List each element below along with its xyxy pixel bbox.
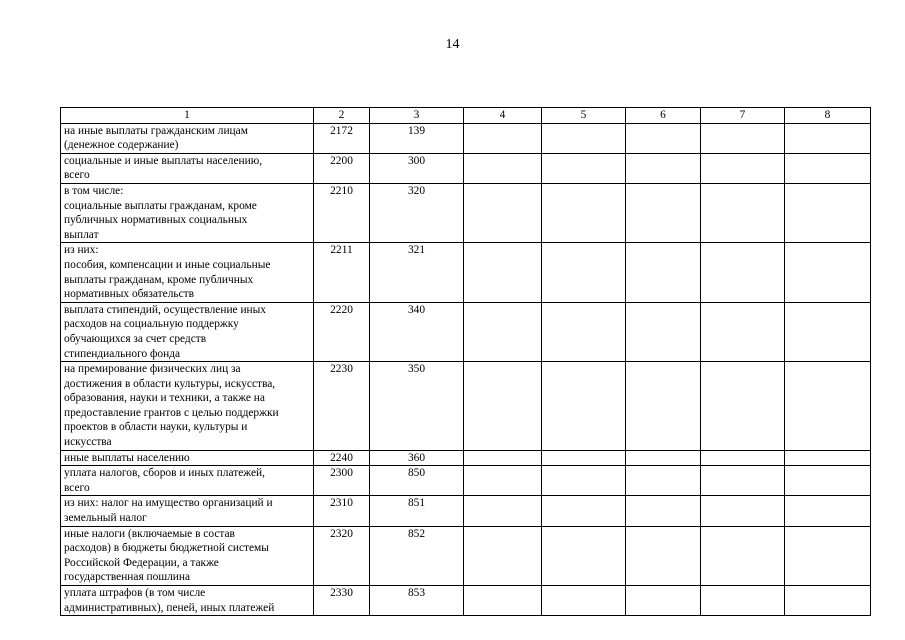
row-value-cell-5	[542, 362, 626, 451]
row-value-cell-6	[626, 450, 701, 466]
table-row	[61, 466, 871, 496]
row-value-cell-8	[785, 302, 871, 361]
row-value-cell-7	[701, 466, 785, 496]
row-kbk-cell: 851	[370, 496, 464, 526]
row-value-cell-7	[701, 123, 785, 153]
row-value-cell-7	[701, 183, 785, 242]
column-header-7: 7	[701, 108, 785, 124]
row-name-cell: иные выплаты населению	[61, 450, 314, 466]
table-row	[61, 526, 871, 585]
row-kbk-cell: 320	[370, 183, 464, 242]
table-row	[61, 302, 871, 361]
report-table	[60, 107, 871, 616]
row-kbk-cell: 350	[370, 362, 464, 451]
row-value-cell-8	[785, 362, 871, 451]
row-value-cell-7	[701, 526, 785, 585]
row-value-cell-4	[464, 466, 542, 496]
row-value-cell-6	[626, 183, 701, 242]
row-value-cell-4	[464, 362, 542, 451]
row-value-cell-5	[542, 153, 626, 183]
row-name-cell: выплата стипендий, осуществление иных расходов на социальную поддержку обучающихся за счет средств стипендиального фонда	[61, 302, 314, 361]
row-value-cell-6	[626, 586, 701, 616]
column-header-1: 1	[61, 108, 314, 124]
row-name-cell: социальные и иные выплаты населению, всего	[61, 153, 314, 183]
row-kbk-cell: 139	[370, 123, 464, 153]
row-value-cell-8	[785, 450, 871, 466]
row-value-cell-6	[626, 123, 701, 153]
row-code-cell: 2320	[314, 526, 370, 585]
row-value-cell-5	[542, 123, 626, 153]
row-name-cell: на премирование физических лиц за достижения в области культуры, искусства, образования, науки и техники, а также на предоставление грантов с целью поддержки проектов в области науки, культуры и искусства	[61, 362, 314, 451]
row-code-cell: 2220	[314, 302, 370, 361]
row-name-cell: из них: пособия, компенсации и иные социальные выплаты гражданам, кроме публичных нормативных обязательств	[61, 243, 314, 302]
column-header-8: 8	[785, 108, 871, 124]
row-value-cell-7	[701, 243, 785, 302]
row-value-cell-6	[626, 243, 701, 302]
row-value-cell-4	[464, 243, 542, 302]
table-row	[61, 243, 871, 302]
table-row	[61, 183, 871, 242]
table-row	[61, 362, 871, 451]
row-kbk-cell: 852	[370, 526, 464, 585]
row-value-cell-5	[542, 586, 626, 616]
row-value-cell-6	[626, 302, 701, 361]
row-kbk-cell: 853	[370, 586, 464, 616]
column-header-2: 2	[314, 108, 370, 124]
row-value-cell-7	[701, 153, 785, 183]
row-value-cell-4	[464, 183, 542, 242]
row-value-cell-7	[701, 362, 785, 451]
table-row	[61, 450, 871, 466]
row-value-cell-4	[464, 450, 542, 466]
row-value-cell-4	[464, 302, 542, 361]
row-name-cell: уплата налогов, сборов и иных платежей, всего	[61, 466, 314, 496]
table-row	[61, 123, 871, 153]
row-value-cell-5	[542, 466, 626, 496]
row-value-cell-7	[701, 450, 785, 466]
row-value-cell-4	[464, 153, 542, 183]
row-value-cell-6	[626, 526, 701, 585]
row-value-cell-8	[785, 496, 871, 526]
row-value-cell-5	[542, 302, 626, 361]
row-kbk-cell: 850	[370, 466, 464, 496]
row-value-cell-8	[785, 466, 871, 496]
row-code-cell: 2200	[314, 153, 370, 183]
row-kbk-cell: 300	[370, 153, 464, 183]
row-value-cell-8	[785, 123, 871, 153]
row-value-cell-6	[626, 153, 701, 183]
row-value-cell-7	[701, 586, 785, 616]
row-value-cell-5	[542, 450, 626, 466]
row-name-cell: на иные выплаты гражданским лицам (денежное содержание)	[61, 123, 314, 153]
row-code-cell: 2172	[314, 123, 370, 153]
row-value-cell-4	[464, 123, 542, 153]
row-value-cell-7	[701, 496, 785, 526]
row-value-cell-6	[626, 496, 701, 526]
page-number: 14	[445, 37, 460, 52]
row-kbk-cell: 321	[370, 243, 464, 302]
row-kbk-cell: 340	[370, 302, 464, 361]
row-value-cell-8	[785, 153, 871, 183]
row-code-cell: 2330	[314, 586, 370, 616]
row-value-cell-4	[464, 496, 542, 526]
row-value-cell-5	[542, 526, 626, 585]
row-value-cell-6	[626, 466, 701, 496]
column-header-6: 6	[626, 108, 701, 124]
row-name-cell: в том числе: социальные выплаты гражданам, кроме публичных нормативных социальных выплат	[61, 183, 314, 242]
row-value-cell-8	[785, 243, 871, 302]
row-value-cell-5	[542, 496, 626, 526]
row-code-cell: 2300	[314, 466, 370, 496]
row-value-cell-4	[464, 586, 542, 616]
row-value-cell-4	[464, 526, 542, 585]
row-code-cell: 2211	[314, 243, 370, 302]
row-name-cell: уплата штрафов (в том числе административных), пеней, иных платежей	[61, 586, 314, 616]
row-code-cell: 2210	[314, 183, 370, 242]
row-value-cell-7	[701, 302, 785, 361]
row-value-cell-5	[542, 183, 626, 242]
row-name-cell: из них: налог на имущество организаций и земельный налог	[61, 496, 314, 526]
row-value-cell-8	[785, 526, 871, 585]
row-kbk-cell: 360	[370, 450, 464, 466]
row-value-cell-8	[785, 586, 871, 616]
table-row	[61, 496, 871, 526]
row-value-cell-8	[785, 183, 871, 242]
column-header-5: 5	[542, 108, 626, 124]
table-row	[61, 586, 871, 616]
column-header-3: 3	[370, 108, 464, 124]
row-code-cell: 2230	[314, 362, 370, 451]
row-name-cell: иные налоги (включаемые в состав расходов) в бюджеты бюджетной системы Российской Федерации, а также государственная пошлина	[61, 526, 314, 585]
row-code-cell: 2310	[314, 496, 370, 526]
row-value-cell-6	[626, 362, 701, 451]
row-value-cell-5	[542, 243, 626, 302]
header-row	[61, 108, 871, 124]
table-row	[61, 153, 871, 183]
row-code-cell: 2240	[314, 450, 370, 466]
column-header-4: 4	[464, 108, 542, 124]
